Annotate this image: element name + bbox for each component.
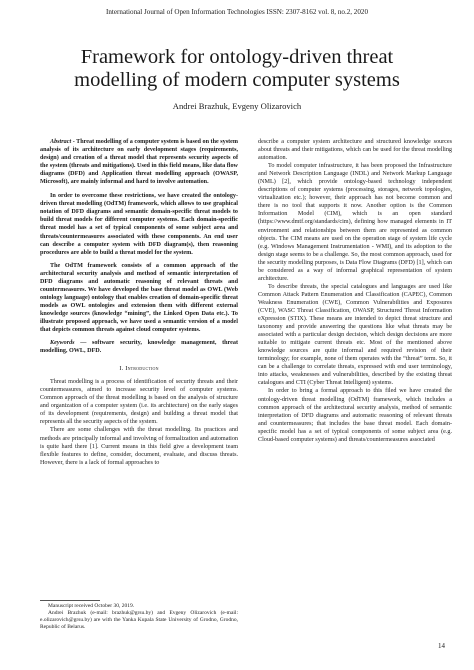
keywords-text: — software security, knowledge management, threat modelling, OWL, DFD. [40, 340, 238, 355]
right-paragraph-4: In order to bring a formal approach to this filed we have created the ontology-driven threat modelling (OdTM) framework, which includes a common approach of the architectural security analysis, method of semantic interpretation of DFD diagrams and automatic reasoning of relevant threats and countermeasures; that includes the base threat model. Each domain-specific model has a set of typical components of some subject area (e.g. Cloud-based computer systems) and threats/countermeasures associated [258, 388, 452, 443]
abstract-lead: Abstract [50, 139, 72, 145]
right-paragraph-2: To model computer infrastructure, it has been proposed the Infrastructure and Network Description Language (INDL) and Network Markup Language (NML) [2], which provide ontology-based technology independent descriptions of computer systems (processing, storages, network topologies, virtualization etc.); however, their approach has not become common and there is no tool that supports it now. Another option is the Common Information Model (CIM), which is an open standard (https://www.dmtf.org/standards/cim), defining how managed elements in IT environment and relationships between them are represented as common objects. The CIM means are used on the operation stage of system life cycle (e.g. Windows Management Instrumentation - WMI), and its adoption to the design stage seems to be a challenge. So, the most common approach, used for the security modelling purposes, is Data Flow Diagrams (DFD) [1], which can be considered as a way of informal graphical representation of system architecture. [258, 163, 452, 282]
right-column [258, 138, 452, 444]
right-paragraph-3: To describe threats, the special catalogues and languages are used like Common Attack Pattern Enumeration and Classification (CAPEC), Common Weakness Enumeration (CWE), Common Vulnerabilities and Exposures (CVE), WASC Threat Classification, OWASP, Structured Threat Information eXpression (STIX). These means are intended to depict threat structure and taxonomy and provide answering the questions like what threats may be associated with a particular design decision, which design decisions are more suitable to mitigate current threats etc. Most of the mentioned above knowledge sources are quite informal and required revision of their terminology; for example, none of them operates with the “threat” term. So, it can be a challenge to correlate threats, expressed with end user terminology, into attacks, weaknesses and vulnerabilities, described by the existing threat catalogues and CTI (Cyber Threat Intelligent) systems. [258, 283, 452, 387]
abstract [40, 138, 238, 186]
paper-title [40, 46, 434, 92]
intro-paragraph-2: There are some challenges with the threat modelling. Its practices and methods are principally informal and involving of formalization and automation is quite hard there [1]. Current means in this field give a development team flexible features to define, consider, document, evaluate, and discuss threats. However, there is a lack of formal approaches to [40, 427, 238, 466]
page-number: 14 [438, 642, 445, 650]
footnote-affiliation: Andrei Brazhuk (e-mail: brazhuk@grsu.by) and Evgeny Olizarovich (e-mail: e.olizarovich@grsu.by) are with the Yanka Kupala State University of Grodno, Grodno, Republic of Belarus. [40, 610, 238, 630]
abstract-text: - Threat modelling of a computer system is based on the system analysis of its architecture on early development stages (requirements, design) and creation of a threat model that represents security aspects of the system (threats and mitigations). Used in this field means, like data flow diagrams (DFD) and Application threat modelling approach (OWASP, Microsoft), are mainly informal and hard to involve automation. [40, 139, 238, 186]
title-line-2: modelling of modern computer systems [74, 69, 400, 91]
footnote-received: Manuscript received October 30, 2019. [48, 603, 135, 609]
section-heading-introduction: I. Introduction [119, 365, 159, 373]
keywords-lead: Keywords [50, 340, 75, 347]
keywords [40, 339, 238, 355]
authors: Andrei Brazhuk, Evgeny Olizarovich [172, 101, 302, 111]
intro-paragraph-1: Threat modelling is a process of identification of security threats and their countermeasures, aimed to increase security level of computer systems. Common approach of the threat modelling is based on the analysis of structure and organization of a computer system (i.e. its architecture) on the early stages of its development (requirements, design) and building a threat model that represents all the security aspects of the system. [40, 379, 238, 426]
footnote-rule [40, 600, 100, 601]
abstract-paragraph-2: The OdTM framework consists of a common approach of the architectural security analysis and method of semantic interpretation of DFD diagrams and automatic reasoning of relevant threats and countermeasures. We have developed the base threat model as OWL (Web ontology language) ontology that enables creation of domain-specific threat models as OWL ontologies and extension them with different external knowledge sources (knowledge “mining”, the Linked Open Data etc.). To illustrate proposed approach, we have used a semantic version of a model that depicts common threats against cloud computer systems. [40, 262, 238, 334]
right-paragraph-1: describe a computer system architecture and structured knowledge sources about threats and their mitigations, which can be used for the threat modelling automation. [258, 139, 452, 162]
journal-header: International Journal of Open Information Technologies ISSN: 2307-8162 vol. 8, no.2, 2020 [106, 8, 368, 16]
left-column [40, 138, 238, 467]
abstract-paragraph-1: In order to overcome these restrictions, we have created the ontology-driven threat modelling (OdTM) framework, which allows to use graphical notation of DFD diagrams and semantic domain-specific threat models to build threat models for different computer systems. Each domain-specific threat model has a set of typical components of some subject area and threats/countermeasures associated with these components. An end user can describe a computer system with DFD diagram(s), then reasoning procedures are able to build a threat model for the system. [40, 193, 238, 256]
title-line-1: Framework for ontology-driven threat [80, 46, 394, 68]
footnotes [40, 603, 238, 631]
